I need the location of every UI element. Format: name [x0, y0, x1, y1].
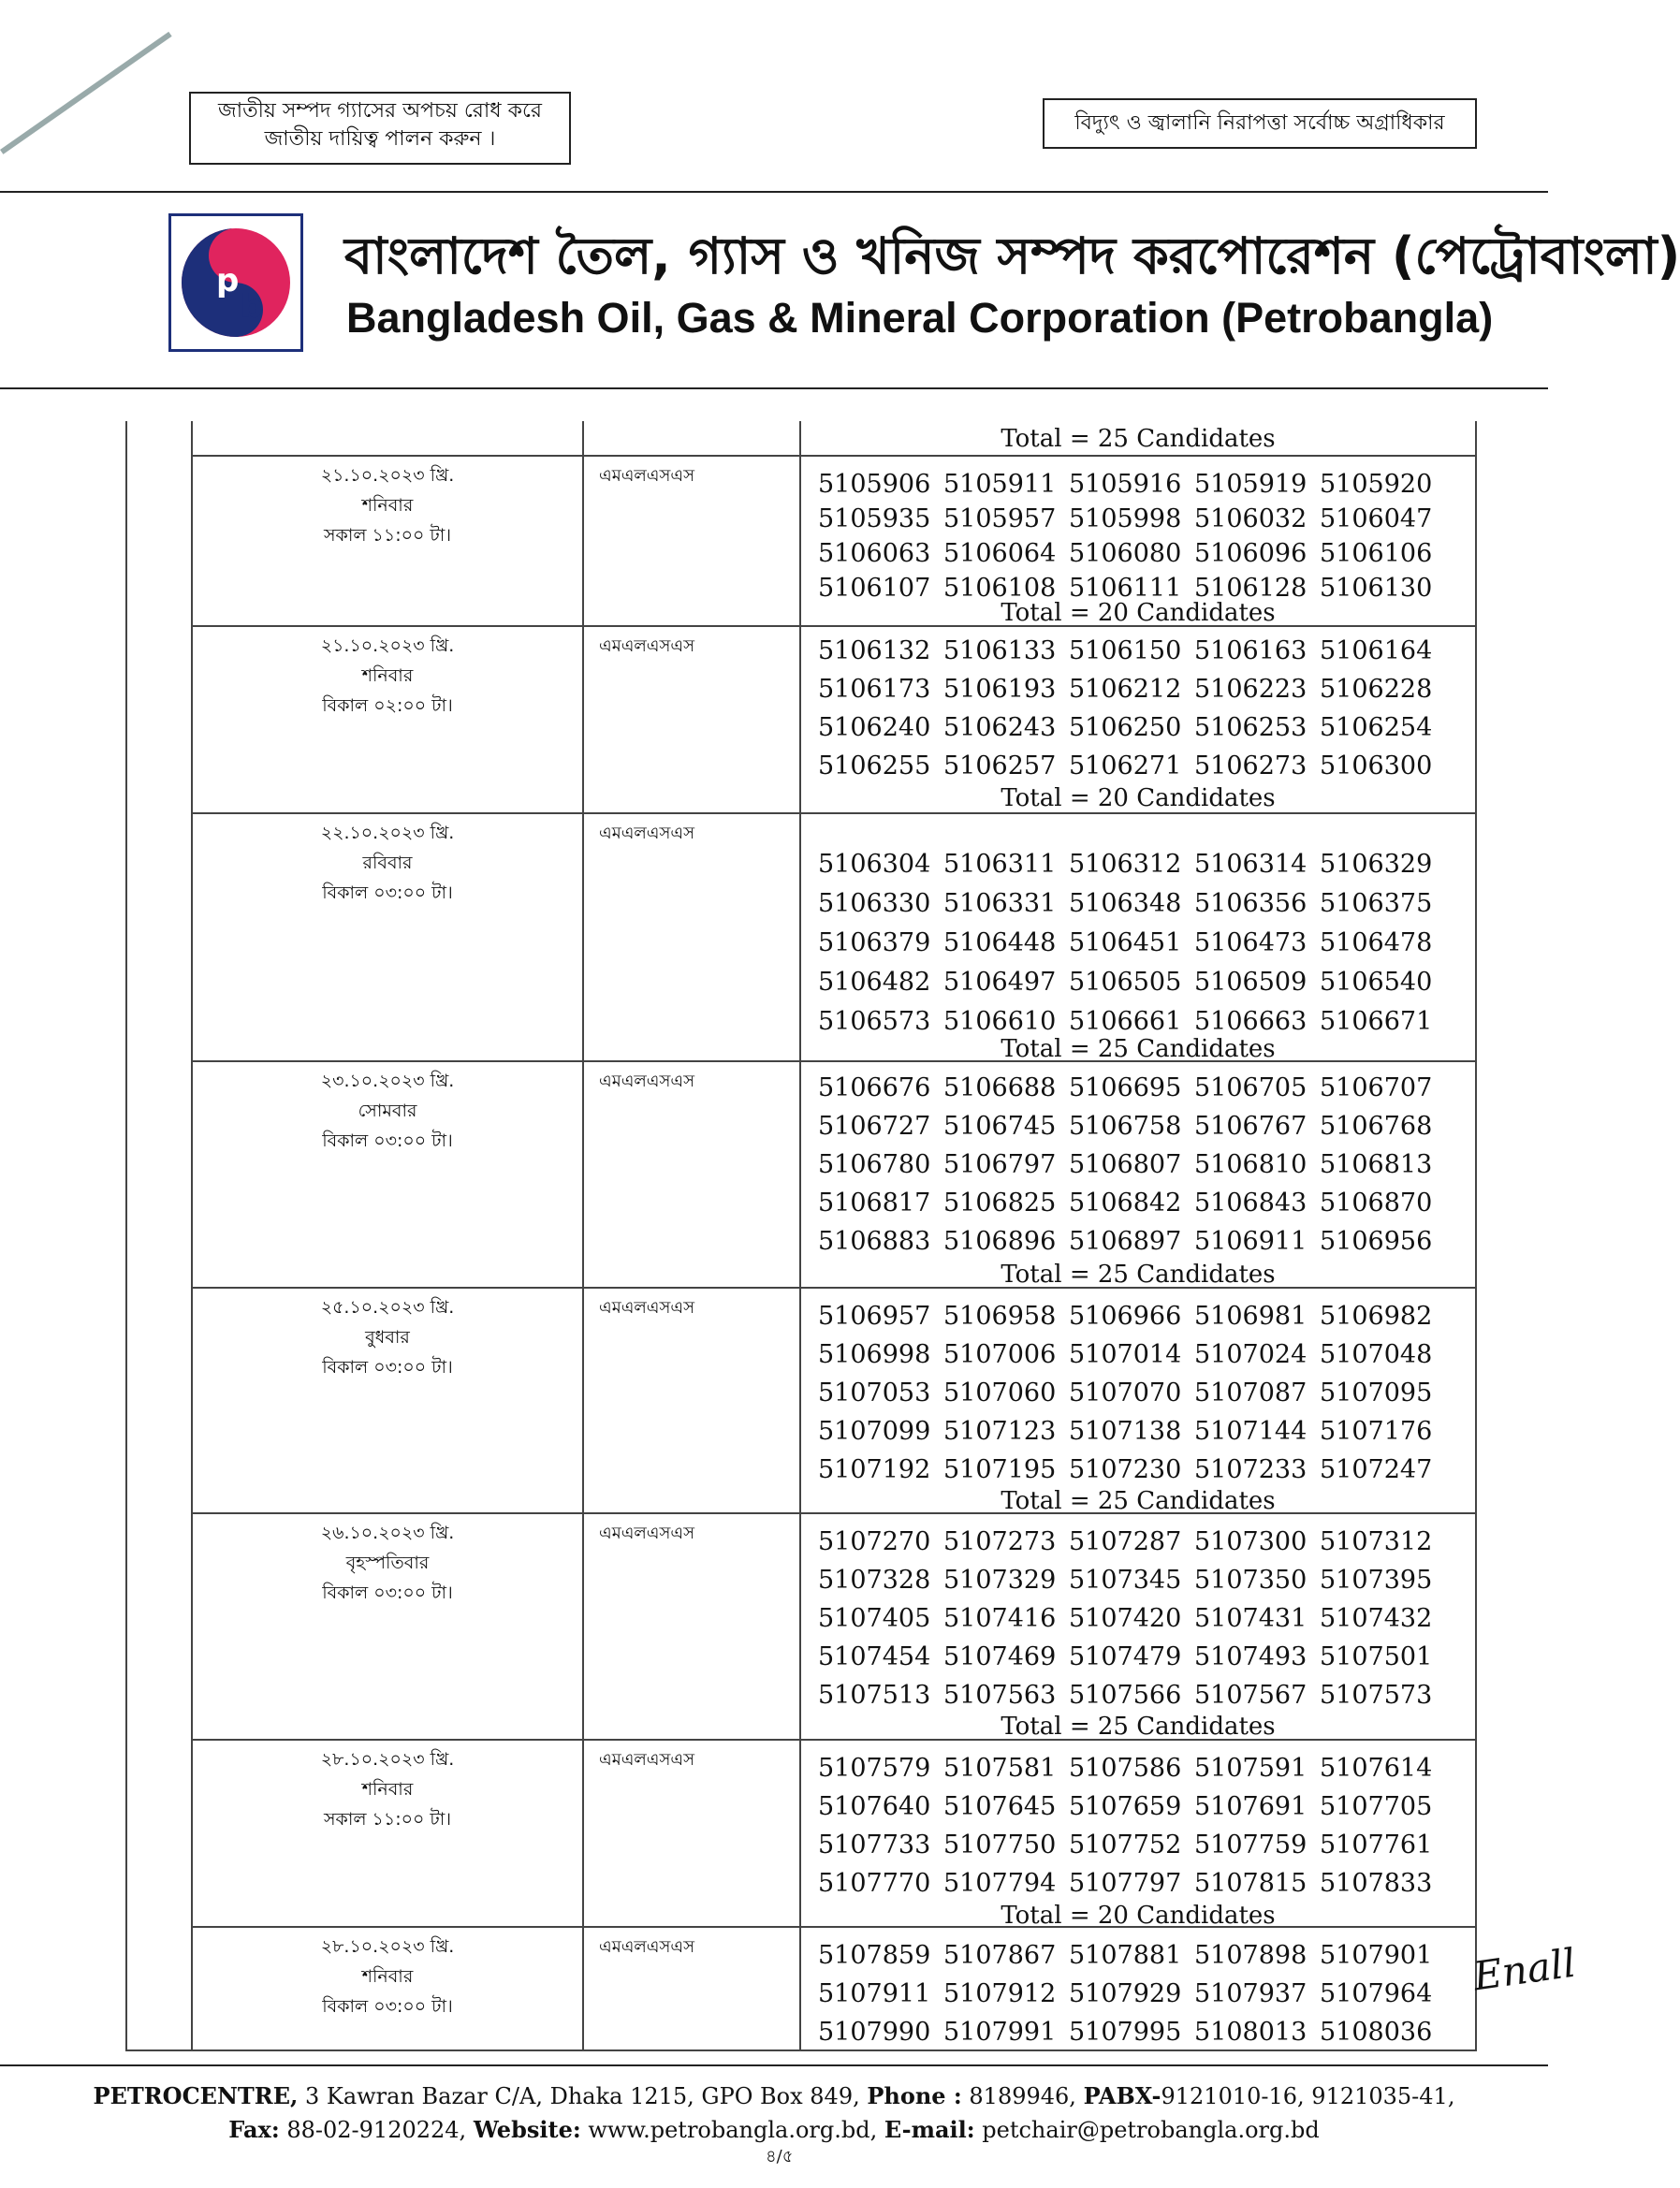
- roll-number: 5107929: [1069, 1979, 1182, 2008]
- roll-number: 5107964: [1320, 1979, 1433, 2008]
- roll-number: 5106813: [1320, 1150, 1433, 1179]
- org-name-bangla: বাংলাদেশ তৈল, গ্যাস ও খনিজ সম্পদ করপোরেশন (পেট্রোবাংলা): [344, 226, 1680, 285]
- roll-number: 5106573: [818, 1007, 931, 1036]
- roll-number: 5106807: [1069, 1150, 1182, 1179]
- exam-date: ২৫.১০.২০২৩ খ্রি.: [320, 1297, 455, 1318]
- roll-number: 5106843: [1194, 1189, 1307, 1218]
- roll-number: 5106758: [1069, 1112, 1182, 1141]
- roll-number: 5106956: [1320, 1227, 1433, 1256]
- post-cell: [584, 457, 801, 625]
- table-row: [193, 1514, 1475, 1741]
- svg-text:b: b: [241, 288, 264, 326]
- roll-number: 5106356: [1194, 889, 1307, 918]
- roll-number: 5107705: [1320, 1792, 1433, 1821]
- rolls-cell: [801, 457, 1475, 625]
- roll-number: 5106509: [1194, 968, 1307, 997]
- roll-number: 5107350: [1194, 1566, 1307, 1595]
- post-cell: [584, 1062, 801, 1287]
- roll-number: 5106312: [1069, 850, 1182, 879]
- roll-number: 5106817: [818, 1189, 931, 1218]
- roll-number: 5106257: [943, 751, 1057, 780]
- exam-day: সোমবার: [358, 1101, 417, 1121]
- exam-time: বিকাল ০৩:০০ টা।: [322, 1996, 453, 2017]
- roll-number: 5105998: [1069, 504, 1182, 533]
- roll-number: 5106767: [1194, 1112, 1307, 1141]
- org-name-english: Bangladesh Oil, Gas & Mineral Corporation (Petrobangla): [346, 294, 1494, 342]
- roll-number: 5106250: [1069, 713, 1182, 742]
- footer-line2: [0, 2113, 1548, 2147]
- rolls-cell: [801, 1062, 1475, 1287]
- roll-number: 5106331: [943, 889, 1057, 918]
- roll-number: 5106255: [818, 751, 931, 780]
- roll-number: 5107469: [943, 1642, 1057, 1671]
- header-top-rule: [0, 191, 1548, 193]
- roll-number: 5106047: [1320, 504, 1433, 533]
- roll-number: 5107270: [818, 1527, 931, 1556]
- roll-number: 5106080: [1069, 539, 1182, 568]
- roll-number: 5106128: [1194, 574, 1307, 603]
- rolls-cell: [801, 1928, 1475, 2049]
- roll-number: 5107431: [1194, 1604, 1307, 1633]
- exam-day: শনিবার: [361, 495, 414, 516]
- roll-number: 5106797: [943, 1150, 1057, 1179]
- roll-number: 5107192: [818, 1455, 931, 1484]
- roll-number: 5107770: [818, 1869, 931, 1898]
- roll-number: 5105911: [943, 470, 1057, 499]
- roll-number: 5107752: [1069, 1831, 1182, 1860]
- roll-number: 5106957: [818, 1302, 931, 1331]
- slogan-left-line2: জাতীয় দায়িত্ব পালন করুন ।: [264, 127, 496, 151]
- roll-number: 5107195: [943, 1455, 1057, 1484]
- roll-number: 5107579: [818, 1754, 931, 1783]
- roll-number: 5106688: [943, 1073, 1057, 1102]
- roll-number: 5106329: [1320, 850, 1433, 879]
- roll-number: 5106998: [818, 1340, 931, 1369]
- rolls-cell: [801, 814, 1475, 1063]
- rolls-cell: [801, 1289, 1475, 1515]
- footer: [0, 2079, 1548, 2147]
- roll-number: 5107014: [1069, 1340, 1182, 1369]
- footer-rule: [0, 2064, 1548, 2066]
- roll-number: 5106727: [818, 1112, 931, 1141]
- date-cell: [193, 627, 584, 812]
- roll-number: 5106348: [1069, 889, 1182, 918]
- roll-number: 5106223: [1194, 675, 1307, 704]
- roll-number: 5107581: [943, 1754, 1057, 1783]
- roll-number: 5107640: [818, 1792, 931, 1821]
- footer-email-label: E-mail:: [884, 2116, 975, 2143]
- post-name: এমএলএসএস: [599, 824, 694, 843]
- total-candidates: Total = 25 Candidates: [1001, 425, 1276, 453]
- roll-number: 5106883: [818, 1227, 931, 1256]
- roll-number: 5106164: [1320, 636, 1433, 665]
- roll-number: 5106478: [1320, 928, 1433, 957]
- roll-number: 5106705: [1194, 1073, 1307, 1102]
- table-row: [193, 1928, 1475, 2049]
- post-name: এমএলএসএস: [599, 1750, 694, 1770]
- roll-number: 5106311: [943, 850, 1057, 879]
- table-row: [193, 627, 1475, 814]
- roll-number: 5107881: [1069, 1941, 1182, 1970]
- roll-number: 5107479: [1069, 1642, 1182, 1671]
- roll-number: 5107287: [1069, 1527, 1182, 1556]
- date-cell: [193, 1928, 584, 2049]
- roll-number: 5107937: [1194, 1979, 1307, 2008]
- slogan-left-box: [189, 92, 571, 165]
- exam-day: শনিবার: [361, 1779, 414, 1800]
- roll-number: 5106661: [1069, 1007, 1182, 1036]
- total-candidates: Total = 25 Candidates: [1001, 1487, 1276, 1515]
- svg-text:p: p: [216, 262, 240, 299]
- roll-number: 5106150: [1069, 636, 1182, 665]
- roll-number: 5107123: [943, 1417, 1057, 1446]
- roll-number: 5106448: [943, 928, 1057, 957]
- roll-number: 5107273: [943, 1527, 1057, 1556]
- post-name: এমএলএসএস: [599, 636, 694, 656]
- roll-number: 5106780: [818, 1150, 931, 1179]
- roll-number: 5107233: [1194, 1455, 1307, 1484]
- roll-number: 5106300: [1320, 751, 1433, 780]
- footer-fax: 88-02-9120224,: [279, 2117, 474, 2143]
- roll-number: 5106133: [943, 636, 1057, 665]
- post-cell: [584, 1514, 801, 1739]
- roll-number: 5107345: [1069, 1566, 1182, 1595]
- roll-number: 5106107: [818, 574, 931, 603]
- roll-number: 5106505: [1069, 968, 1182, 997]
- roll-number: 5105935: [818, 504, 931, 533]
- date-cell: [193, 1514, 584, 1739]
- roll-number: 5108013: [1194, 2018, 1307, 2047]
- roll-number: 5107991: [943, 2018, 1057, 2047]
- post-cell: [584, 1289, 801, 1512]
- exam-day: শনিবার: [361, 1966, 414, 1987]
- footer-fax-label: Fax:: [228, 2116, 280, 2143]
- roll-number: 5107395: [1320, 1566, 1433, 1595]
- page-mark: ৪/৫: [766, 2147, 794, 2166]
- post-name: এমএলএসএস: [599, 466, 694, 486]
- roll-number: 5107912: [943, 1979, 1057, 2008]
- roll-number: 5107659: [1069, 1792, 1182, 1821]
- roll-number: 5106540: [1320, 968, 1433, 997]
- roll-number: 5106870: [1320, 1189, 1433, 1218]
- roll-number: 5106676: [818, 1073, 931, 1102]
- exam-date: ২১.১০.২০২৩ খ্রি.: [320, 635, 455, 656]
- roll-number: 5107493: [1194, 1642, 1307, 1671]
- petrobangla-logo-icon: [168, 213, 303, 352]
- roll-number: 5107095: [1320, 1378, 1433, 1408]
- roll-number: 5106096: [1194, 539, 1307, 568]
- roll-number: 5107416: [943, 1604, 1057, 1633]
- roll-number: 5107750: [943, 1831, 1057, 1860]
- roll-number: 5106911: [1194, 1227, 1307, 1256]
- roll-number: 5106106: [1320, 539, 1433, 568]
- table-row: [193, 814, 1475, 1062]
- footer-pabx-label: PABX-: [1083, 2082, 1161, 2109]
- roll-number: 5106130: [1320, 574, 1433, 603]
- roll-number: 5106745: [943, 1112, 1057, 1141]
- table-row-top: [193, 421, 1475, 457]
- roll-number: 5106768: [1320, 1112, 1433, 1141]
- post-name: এমএলএসএস: [599, 1298, 694, 1318]
- total-candidates: Total = 20 Candidates: [1001, 784, 1276, 812]
- footer-phone-label: Phone :: [867, 2082, 962, 2109]
- roll-number: 5106695: [1069, 1073, 1182, 1102]
- roll-number: 5106842: [1069, 1189, 1182, 1218]
- roll-number: 5107995: [1069, 2018, 1182, 2047]
- roll-number: 5107691: [1194, 1792, 1307, 1821]
- date-cell: [193, 1741, 584, 1926]
- roll-number: 5106212: [1069, 675, 1182, 704]
- roll-number: 5107567: [1194, 1681, 1307, 1710]
- date-cell: [193, 1062, 584, 1287]
- rolls-cell: [801, 1741, 1475, 1930]
- total-candidates: Total = 25 Candidates: [1001, 1261, 1276, 1289]
- roll-number: 5106897: [1069, 1227, 1182, 1256]
- total-candidates: Total = 20 Candidates: [1001, 599, 1276, 627]
- roll-number: 5107898: [1194, 1941, 1307, 1970]
- exam-time: সকাল ১১:০০ টা।: [323, 525, 451, 546]
- exam-date: ২৩.১০.২০২৩ খ্রি.: [320, 1071, 455, 1091]
- roll-number: 5106981: [1194, 1302, 1307, 1331]
- roll-number: 5107566: [1069, 1681, 1182, 1710]
- roll-number: 5107176: [1320, 1417, 1433, 1446]
- post-cell: [584, 1928, 801, 2049]
- total-candidates: Total = 25 Candidates: [1001, 1713, 1276, 1741]
- roll-number: 5106473: [1194, 928, 1307, 957]
- roll-number: 5105957: [943, 504, 1057, 533]
- exam-date: ২৮.১০.২০২৩ খ্রি.: [320, 1936, 455, 1957]
- roll-number: 5106825: [943, 1189, 1057, 1218]
- date-cell: [193, 1289, 584, 1512]
- roll-number: 5106173: [818, 675, 931, 704]
- roll-number: 5107797: [1069, 1869, 1182, 1898]
- post-name: এমএলএসএস: [599, 1524, 694, 1543]
- exam-date: ২২.১০.২০২৩ খ্রি.: [320, 823, 455, 843]
- roll-number: 5106810: [1194, 1150, 1307, 1179]
- roll-number: 5106671: [1320, 1007, 1433, 1036]
- date-cell: [193, 421, 584, 455]
- slogan-left-line1: জাতীয় সম্পদ গ্যাসের অপচয় রোধ করে: [218, 99, 542, 123]
- rolls-cell: [801, 421, 1475, 455]
- roll-number: 5107501: [1320, 1642, 1433, 1671]
- exam-day: বৃহস্পতিবার: [345, 1553, 430, 1573]
- slogan-right-box: [1043, 98, 1477, 149]
- roll-number: 5107454: [818, 1642, 931, 1671]
- slogan-right-text: বিদ্যুৎ ও জ্বালানি নিরাপত্তা সর্বোচ্চ অগ্রাধিকার: [1074, 111, 1445, 135]
- roll-number: 5106193: [943, 675, 1057, 704]
- roll-number: 5106254: [1320, 713, 1433, 742]
- roll-number: 5107759: [1194, 1831, 1307, 1860]
- roll-number: 5107230: [1069, 1455, 1182, 1484]
- roll-number: 5107833: [1320, 1869, 1433, 1898]
- exam-time: বিকাল ০৩:০০ টা।: [322, 1357, 453, 1378]
- exam-day: রবিবার: [362, 853, 413, 873]
- schedule-table: [191, 421, 1475, 2049]
- post-cell: [584, 627, 801, 812]
- roll-number: 5107099: [818, 1417, 931, 1446]
- roll-number: 5107645: [943, 1792, 1057, 1821]
- table-row: [193, 1741, 1475, 1928]
- roll-number: 5106132: [818, 636, 931, 665]
- roll-number: 5107573: [1320, 1681, 1433, 1710]
- roll-number: 5107990: [818, 2018, 931, 2047]
- exam-time: বিকাল ০৩:০০ টা।: [322, 1130, 453, 1151]
- roll-number: 5107300: [1194, 1527, 1307, 1556]
- roll-number: 5106610: [943, 1007, 1057, 1036]
- roll-number: 5107048: [1320, 1340, 1433, 1369]
- roll-number: 5106108: [943, 574, 1057, 603]
- roll-number: 5106163: [1194, 636, 1307, 665]
- roll-number: 5107024: [1194, 1340, 1307, 1369]
- roll-number: 5107733: [818, 1831, 931, 1860]
- footer-website-label: Website:: [473, 2116, 581, 2143]
- roll-number: 5107513: [818, 1681, 931, 1710]
- roll-number: 5107329: [943, 1566, 1057, 1595]
- roll-number: 5106111: [1069, 574, 1182, 603]
- roll-number: 5107901: [1320, 1941, 1433, 1970]
- roll-number: 5107328: [818, 1566, 931, 1595]
- roll-number: 5106243: [943, 713, 1057, 742]
- exam-day: শনিবার: [361, 665, 414, 686]
- rolls-cell: [801, 1514, 1475, 1739]
- roll-number: 5106253: [1194, 713, 1307, 742]
- roll-number: 5106063: [818, 539, 931, 568]
- roll-number: 5106379: [818, 928, 931, 957]
- roll-number: 5107138: [1069, 1417, 1182, 1446]
- roll-number: 5107420: [1069, 1604, 1182, 1633]
- roll-number: 5108036: [1320, 2018, 1433, 2047]
- footer-pabx: 9121010-16, 9121035-41,: [1161, 2083, 1455, 2109]
- roll-number: 5106273: [1194, 751, 1307, 780]
- roll-number: 5107432: [1320, 1604, 1433, 1633]
- date-cell: [193, 457, 584, 625]
- footer-address: 3 Kawran Bazar C/A, Dhaka 1215, GPO Box 849,: [298, 2083, 868, 2109]
- post-name: এমএলএসএস: [599, 1937, 694, 1957]
- roll-number: 5107761: [1320, 1831, 1433, 1860]
- roll-number: 5106314: [1194, 850, 1307, 879]
- roll-number: 5107859: [818, 1941, 931, 1970]
- roll-number: 5107053: [818, 1378, 931, 1408]
- header-bottom-rule: [0, 387, 1548, 389]
- total-candidates: Total = 20 Candidates: [1001, 1902, 1276, 1930]
- roll-number: 5106451: [1069, 928, 1182, 957]
- exam-date: ২৬.১০.২০২৩ খ্রি.: [320, 1523, 455, 1543]
- total-candidates: Total = 25 Candidates: [1001, 1035, 1276, 1063]
- footer-petrocentre: PETROCENTRE,: [93, 2082, 299, 2109]
- roll-number: 5107794: [943, 1869, 1057, 1898]
- roll-number: 5106497: [943, 968, 1057, 997]
- roll-number: 5107867: [943, 1941, 1057, 1970]
- exam-time: সকাল ১১:০০ টা।: [323, 1809, 451, 1830]
- exam-day: বুধবার: [365, 1327, 410, 1348]
- footer-email: petchair@petrobangla.org.bd: [974, 2117, 1320, 2143]
- roll-number: 5106271: [1069, 751, 1182, 780]
- rolls-cell: [801, 627, 1475, 812]
- table-row: [193, 1289, 1475, 1514]
- roll-number: 5105906: [818, 470, 931, 499]
- exam-time: বিকাল ০৩:০০ টা।: [322, 1583, 453, 1603]
- roll-number: 5106966: [1069, 1302, 1182, 1331]
- roll-number: 5107144: [1194, 1417, 1307, 1446]
- exam-date: ২১.১০.২০২৩ খ্রি.: [320, 465, 455, 486]
- roll-number: 5107405: [818, 1604, 931, 1633]
- post-cell: [584, 1741, 801, 1926]
- roll-number: 5106032: [1194, 504, 1307, 533]
- roll-number: 5106375: [1320, 889, 1433, 918]
- date-cell: [193, 814, 584, 1060]
- roll-number: 5106330: [818, 889, 931, 918]
- roll-number: 5106707: [1320, 1073, 1433, 1102]
- roll-number: 5105916: [1069, 470, 1182, 499]
- footer-phone: 8189946,: [961, 2083, 1084, 2109]
- roll-number: 5107060: [943, 1378, 1057, 1408]
- exam-date: ২৮.১০.২০২৩ খ্রি.: [320, 1749, 455, 1770]
- roll-number: 5107563: [943, 1681, 1057, 1710]
- roll-number: 5106663: [1194, 1007, 1307, 1036]
- roll-number: 5107087: [1194, 1378, 1307, 1408]
- roll-number: 5107815: [1194, 1869, 1307, 1898]
- roll-number: 5106982: [1320, 1302, 1433, 1331]
- footer-line1: [0, 2079, 1548, 2113]
- roll-number: 5106304: [818, 850, 931, 879]
- roll-number: 5105919: [1194, 470, 1307, 499]
- roll-number: 5107312: [1320, 1527, 1433, 1556]
- footer-website: www.petrobangla.org.bd,: [580, 2117, 884, 2143]
- roll-number: 5106482: [818, 968, 931, 997]
- roll-number: 5107247: [1320, 1455, 1433, 1484]
- roll-number: 5107911: [818, 1979, 931, 2008]
- post-cell: [584, 814, 801, 1060]
- exam-time: বিকাল ০৩:০০ টা।: [322, 882, 453, 903]
- roll-number: 5107591: [1194, 1754, 1307, 1783]
- post-name: এমএলএসএস: [599, 1072, 694, 1091]
- table-row: [193, 1062, 1475, 1289]
- roll-number: 5107006: [943, 1340, 1057, 1369]
- roll-number: 5106064: [943, 539, 1057, 568]
- table-row: [193, 457, 1475, 627]
- post-cell: [584, 421, 801, 455]
- exam-time: বিকাল ০২:০০ টা।: [322, 695, 453, 716]
- roll-number: 5107070: [1069, 1378, 1182, 1408]
- roll-number: 5106240: [818, 713, 931, 742]
- roll-number: 5106228: [1320, 675, 1433, 704]
- roll-number: 5105920: [1320, 470, 1433, 499]
- signature: Enall: [1470, 1939, 1579, 2000]
- roll-number: 5106958: [943, 1302, 1057, 1331]
- page-fold-mark: [0, 32, 172, 154]
- roll-number: 5107586: [1069, 1754, 1182, 1783]
- roll-number: 5106896: [943, 1227, 1057, 1256]
- roll-number: 5107614: [1320, 1754, 1433, 1783]
